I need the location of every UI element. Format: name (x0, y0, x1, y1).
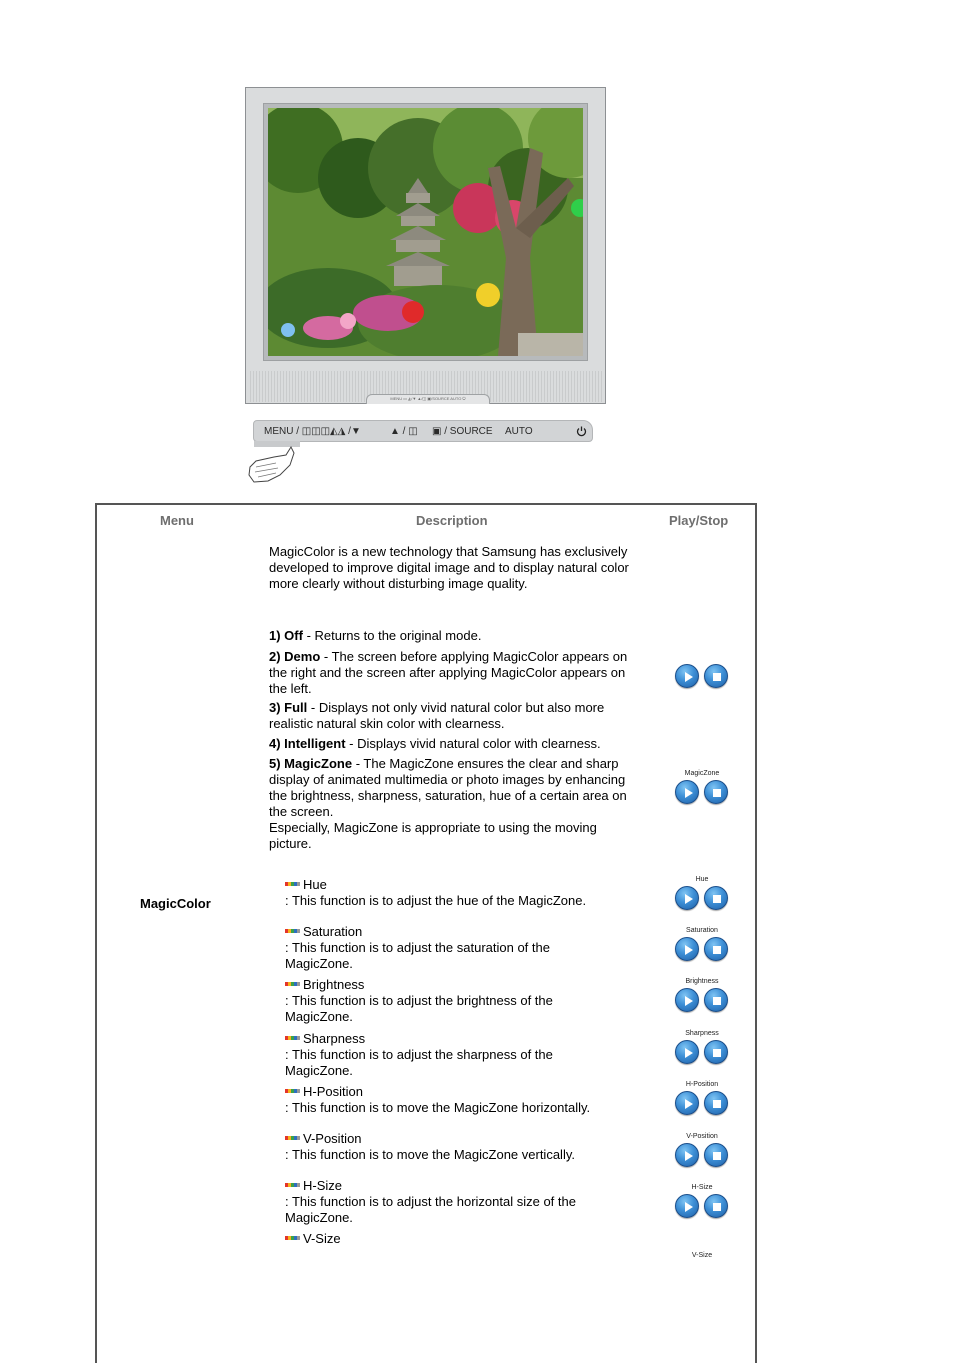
sharpness-play-stop (675, 1040, 731, 1066)
sub-item-text: : This function is to move the MagicZone vertically. (285, 1147, 575, 1162)
menu-button-label[interactable]: MENU / ◫◫◫ (264, 426, 331, 437)
control-label-h-size: H-Size (691, 1184, 713, 1191)
stop-button[interactable] (704, 1194, 728, 1218)
mode-off (269, 628, 647, 644)
mode-text: - The screen before applying MagicColor appears on the right and the screen after applying MagicColor appears on the left. (269, 649, 628, 696)
sub-item-text: : This function is to move the MagicZone horizontally. (285, 1100, 591, 1115)
mode-text: - Displays vivid natural color with clearness. (345, 736, 601, 751)
sub-item-saturation (285, 924, 615, 972)
sub-item-hue (285, 877, 645, 909)
control-label-magiczone: MagicZone (684, 770, 720, 777)
stop-button[interactable] (704, 1143, 728, 1167)
sub-item-text: : This function is to adjust the sharpness of the MagicZone. (285, 1047, 553, 1078)
monitor-illustration (245, 87, 606, 404)
color-bar-icon (285, 929, 300, 933)
screen-bezel (263, 103, 588, 361)
stop-button[interactable] (704, 1091, 728, 1115)
sub-item-text: : This function is to adjust the saturation of the MagicZone. (285, 940, 550, 971)
color-bar-icon (285, 1136, 300, 1140)
sub-item-name: Brightness (303, 977, 365, 992)
v-position-play-stop (675, 1143, 731, 1169)
pointing-hand-icon (246, 445, 296, 485)
color-bar-icon (285, 1236, 300, 1240)
sub-item-name: Sharpness (303, 1031, 366, 1046)
h-position-play-stop (675, 1091, 731, 1117)
play-button[interactable] (675, 886, 699, 910)
demo-play-stop (675, 664, 731, 690)
mode-name: 3) Full (269, 700, 308, 715)
mode-text: - Displays not only vivid natural color but also more realistic natural skin color with clearness. (269, 700, 605, 731)
sub-item-name: V-Position (303, 1131, 362, 1146)
magiczone-play-stop (675, 780, 731, 806)
auto-button-label[interactable]: AUTO (505, 426, 533, 437)
mode-name: 2) Demo (269, 649, 321, 664)
monitor-button-bar (253, 420, 593, 442)
sub-item-text: : This function is to adjust the horizontal size of the MagicZone. (285, 1194, 576, 1225)
up-button-label[interactable]: ▲ / ◫ (390, 426, 418, 437)
sub-item-text: : This function is to adjust the brightness of the MagicZone. (285, 993, 553, 1024)
hue-play-stop (675, 886, 731, 912)
control-label-brightness: Brightness (685, 978, 719, 985)
sub-item-text: : This function is to adjust the hue of the MagicZone. (285, 893, 587, 908)
monitor-mini-button-strip: MENU ▭ ◭/▼ ▲/◫ ▣/SOURCE AUTO ⏻ (366, 394, 490, 404)
play-button[interactable] (675, 1091, 699, 1115)
play-button[interactable] (675, 1143, 699, 1167)
magiczone-note: Especially, MagicZone is appropriate to using the moving picture. (269, 820, 597, 851)
control-label-v-size: V-Size (691, 1252, 713, 1259)
sub-item-name: H-Size (303, 1178, 343, 1193)
play-button[interactable] (675, 1194, 699, 1218)
stop-button[interactable] (704, 664, 728, 688)
play-button[interactable] (675, 780, 699, 804)
play-button[interactable] (675, 988, 699, 1012)
sub-item-v-size (285, 1231, 645, 1247)
mode-name: 4) Intelligent (269, 736, 346, 751)
brightness-play-stop (675, 988, 731, 1014)
sub-item-name: Hue (303, 877, 327, 892)
sub-item-h-position (285, 1084, 645, 1116)
mode-intelligent (269, 736, 649, 752)
header-description: Description (416, 513, 488, 528)
stop-button[interactable] (704, 886, 728, 910)
mode-full (269, 700, 641, 732)
color-bar-icon (285, 1036, 300, 1040)
sub-item-v-position (285, 1131, 645, 1163)
sub-item-name: Saturation (303, 924, 363, 939)
color-bar-icon (285, 1089, 300, 1093)
color-bar-icon (285, 982, 300, 986)
stop-button[interactable] (704, 937, 728, 961)
mode-text: - The MagicZone ensures the clear and sharp display of animated multimedia or photo images by enhancing the brightness, sharpness, saturation, hue of a certain area on the screen. (269, 756, 627, 819)
sub-item-brightness (285, 977, 615, 1025)
sub-item-h-size (285, 1178, 615, 1226)
mode-magiczone (269, 756, 641, 820)
control-label-h-position: H-Position (685, 1081, 719, 1088)
mode-name: 5) MagicZone (269, 756, 353, 771)
intro-paragraph: MagicColor is a new technology that Samsung has exclusively developed to improve digital image and to display natural color more clearly without disturbing image quality. (269, 544, 629, 591)
stop-button[interactable] (704, 988, 728, 1012)
play-button[interactable] (675, 937, 699, 961)
color-bar-icon (285, 1183, 300, 1187)
magicbright-button-label[interactable]: ◭◮ /▼ (330, 426, 361, 437)
power-icon[interactable] (576, 426, 587, 437)
header-menu: Menu (160, 513, 194, 528)
source-button-label[interactable]: ▣ / SOURCE (432, 426, 493, 437)
menu-name-magiccolor: MagicColor (140, 896, 211, 911)
saturation-play-stop (675, 937, 731, 963)
h-size-play-stop (675, 1194, 731, 1220)
color-bar-icon (285, 882, 300, 886)
play-button[interactable] (675, 1040, 699, 1064)
play-button[interactable] (675, 664, 699, 688)
garden-photo (268, 108, 583, 356)
sub-item-sharpness (285, 1031, 615, 1079)
header-playstop: Play/Stop (669, 513, 729, 528)
stop-button[interactable] (704, 1040, 728, 1064)
mode-text: - Returns to the original mode. (302, 628, 482, 643)
mode-demo (269, 649, 641, 697)
stop-button[interactable] (704, 780, 728, 804)
control-label-sharpness: Sharpness (685, 1030, 719, 1037)
mode-name: 1) Off (269, 628, 303, 643)
control-label-v-position: V-Position (686, 1133, 718, 1140)
sub-item-name: V-Size (303, 1231, 341, 1246)
sub-item-name: H-Position (303, 1084, 363, 1099)
control-label-saturation: Saturation (686, 927, 718, 934)
control-label-hue: Hue (695, 876, 709, 883)
